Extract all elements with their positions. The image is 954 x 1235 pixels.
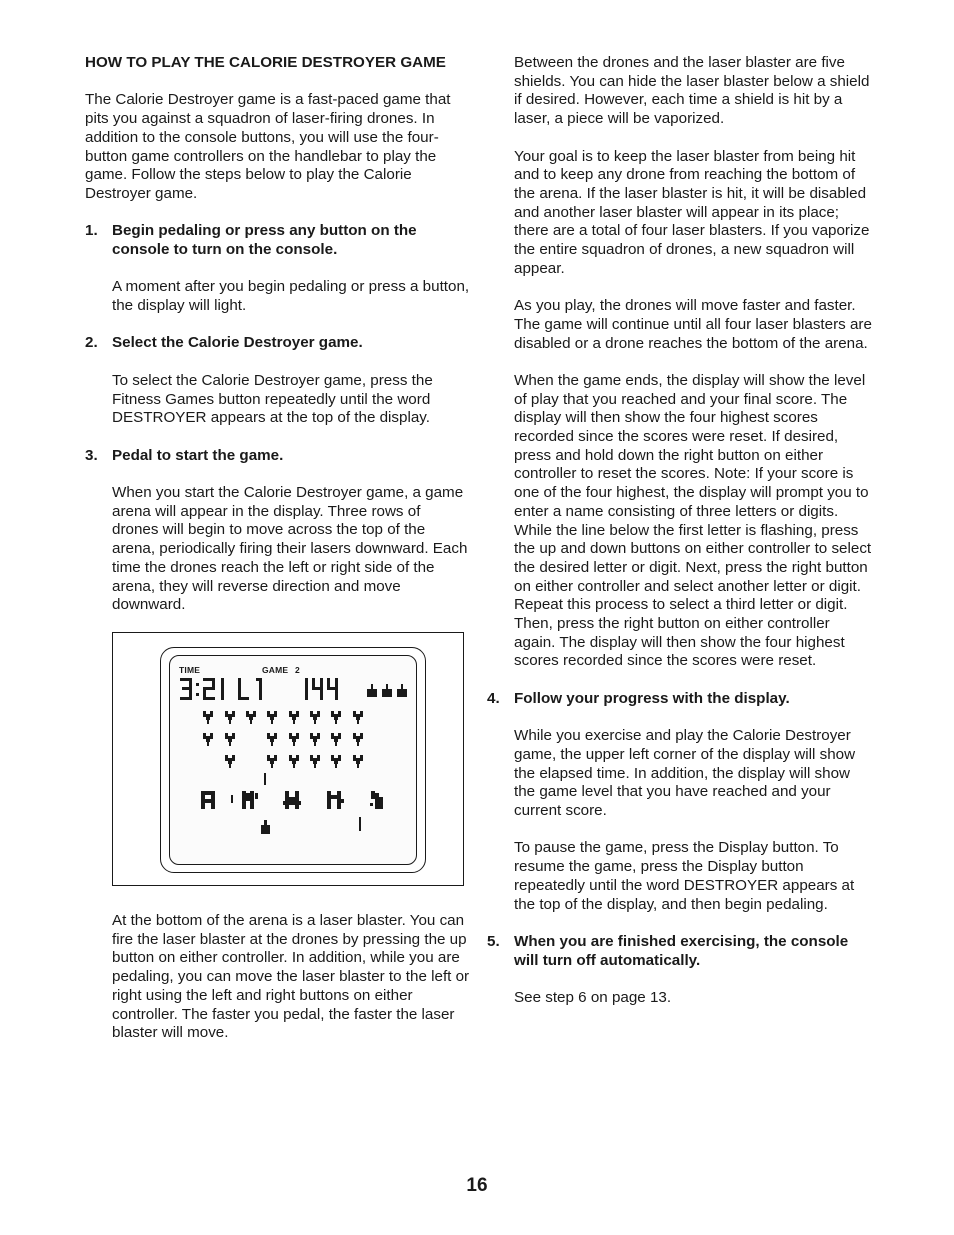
left-column xyxy=(85,54,470,634)
laser-blaster xyxy=(261,820,270,834)
drone xyxy=(225,755,235,768)
time-label: TIME xyxy=(179,665,201,675)
drone xyxy=(203,733,213,746)
drone xyxy=(331,733,341,746)
lives-icons xyxy=(367,684,407,697)
lasers xyxy=(264,773,361,831)
score-digits xyxy=(305,678,338,700)
drone xyxy=(267,733,277,746)
drone xyxy=(203,711,213,724)
goal-paragraph: Your goal is to keep the laser blaster from being hit and to keep any drone from reaching the bottom of the arena. If the laser blaster is hit, it will be disabled and another laser blaster will appear in its place; there are a total of four laser blasters. If you vaporize the entire squadron of drones, a new squadron will appear. xyxy=(514,147,870,277)
drone xyxy=(353,755,363,768)
step-5-heading xyxy=(487,933,875,970)
drone xyxy=(310,733,320,746)
drone xyxy=(225,733,235,746)
step-5-paragraph: See step 6 on page 13. xyxy=(514,989,672,1007)
drone xyxy=(331,711,341,724)
drone xyxy=(225,711,235,724)
shields-paragraph: Between the drones and the laser blaster are five shields. You can hide the laser blaster below a shield if desired. However, each time a shield is hit by a laser, a piece will be vaporized. xyxy=(514,54,870,128)
time-digits xyxy=(180,678,224,700)
level-digits xyxy=(238,678,262,700)
game-number: 2 xyxy=(295,665,300,675)
step-number: 5. xyxy=(487,932,500,950)
game-arena-graphic xyxy=(113,633,465,887)
step-4-heading xyxy=(487,690,875,709)
drone xyxy=(267,755,277,768)
step-title: Select the Calorie Destroyer game. xyxy=(112,334,363,352)
step-1-heading xyxy=(85,222,470,259)
step-4-paragraph-2: To pause the game, press the Display button. To resume the game, press the Display button repeatedly until the word DESTROYER appears at the top of the display, and then begin pedaling. xyxy=(514,839,855,913)
drone xyxy=(331,755,341,768)
drone xyxy=(353,711,363,724)
drone xyxy=(310,711,320,724)
display-illustration xyxy=(112,632,464,886)
step-title: When you are finished exercising, the console will turn off automatically. xyxy=(514,932,849,969)
step-title: Begin pedaling or press any button on the console to turn on the console. xyxy=(112,222,417,258)
step-1-paragraph: A moment after you begin pedaling or press a button, the display will light. xyxy=(112,278,470,315)
step-3-paragraph-2: At the bottom of the arena is a laser blaster. You can fire the laser blaster at the drones by pressing the up button on either controller. In addition, while you are pedaling, you can move the laser blaster to the left or right using the left and right buttons on either controller. The faster you pedal, the faster the laser blaster will move. xyxy=(112,912,470,1042)
page-number: 16 xyxy=(466,1175,488,1196)
shields xyxy=(201,791,383,809)
step-3-paragraph-1: When you start the Calorie Destroyer game, a game arena will appear in the display. Three rows of drones will begin to move across the top of the arena, periodically firing their lasers downward. Each time the drones reach the left or right side of the arena, they will reverse direction and move downward. xyxy=(112,484,468,614)
step-number: 3. xyxy=(85,446,98,464)
step-number: 4. xyxy=(487,689,500,707)
drone xyxy=(267,711,277,724)
right-column xyxy=(487,54,875,1026)
drone xyxy=(310,755,320,768)
game-label: GAME xyxy=(262,665,289,675)
step-title: Pedal to start the game. xyxy=(112,446,284,464)
step-number: 1. xyxy=(85,222,98,240)
drone xyxy=(289,755,299,768)
drone-squadron xyxy=(203,711,363,768)
intro-paragraph: The Calorie Destroyer game is a fast-paced game that pits you against a squadron of laser-firing drones. In addition to the console buttons, you will use the four-button game controllers on the handlebar to play the game. Follow the steps below to play the Calorie Destroyer game. xyxy=(85,91,451,202)
page-title: HOW TO PLAY THE CALORIE DESTROYER GAME xyxy=(85,54,446,71)
drone xyxy=(246,711,256,724)
drone xyxy=(353,733,363,746)
step-3-heading xyxy=(85,447,470,466)
step-2-heading xyxy=(85,334,470,353)
step-2-paragraph: To select the Calorie Destroyer game, press the Fitness Games button repeatedly until the word DESTROYER appears at the top of the display. xyxy=(112,371,433,427)
speed-paragraph: As you play, the drones will move faster and faster. The game will continue until all four laser blasters are disabled or a drone reaches the bottom of the arena. xyxy=(514,297,872,352)
left-column-continued xyxy=(112,912,470,1062)
game-end-paragraph: When the game ends, the display will show the level of play that you reached and your final score. The display will then show the four highest scores recorded since the scores were reset. If desired, press and hold down the right button on either controller to reset the scores. Note: If your score is one of the four highest, the display will prompt you to enter a name consisting of three letters or digits. While the line below the first letter is flashing, press the up and down buttons on either controller to select the desired letter or digit. Next, press the right button on either controller and select another letter or digit. Repeat this process to select a third letter or digit. Then, press the right button on either controller again. The display will then show the four highest scores recorded since the scores were reset. xyxy=(514,371,872,670)
step-title: Follow your progress with the display. xyxy=(514,689,790,707)
drone xyxy=(289,711,299,724)
step-4-paragraph-1: While you exercise and play the Calorie Destroyer game, the upper left corner of the display will show the elapsed time. In addition, the display will show the game level that you have reached and your current score. xyxy=(514,727,856,820)
drone xyxy=(289,733,299,746)
step-number: 2. xyxy=(85,334,98,352)
